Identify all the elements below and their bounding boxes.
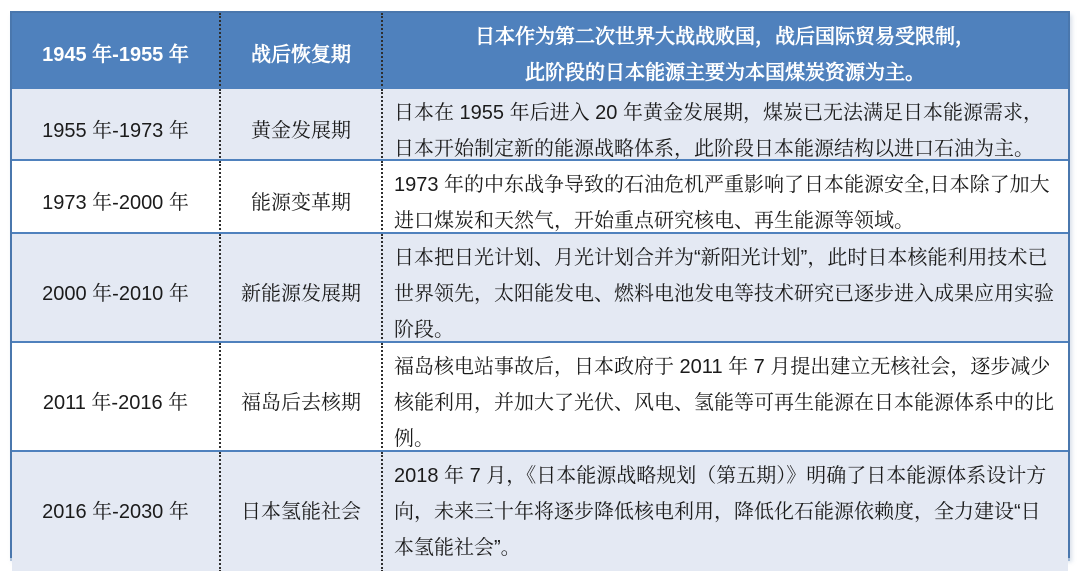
- table-row: [12, 341, 1068, 450]
- period-name-cell: 黄金发展期: [219, 89, 381, 173]
- period-name-cell: 新能源发展期: [219, 234, 381, 354]
- year-range-cell: 1973 年-2000 年: [12, 161, 219, 245]
- table-row: [12, 232, 1068, 341]
- table-row: [12, 87, 1068, 159]
- period-desc-cell: 日本把日光计划、月光计划合并为“新阳光计划”，此时日本核能利用技术已世界领先，太阳能发电、燃料电池发电等技术研究已逐步进入成果应用实验阶段。: [381, 234, 1068, 354]
- year-range-cell: 2016 年-2030 年: [12, 452, 219, 571]
- year-range-cell: 1955 年-1973 年: [12, 89, 219, 173]
- period-name-cell: 战后恢复期: [219, 13, 381, 97]
- table-row: [12, 159, 1068, 232]
- desc-line: 日本作为第二次世界大战战败国，战后国际贸易受限制，: [475, 26, 975, 48]
- year-range-cell: 2000 年-2010 年: [12, 234, 219, 354]
- period-desc-cell: [381, 13, 1068, 97]
- period-desc-cell: 日本在 1955 年后进入 20 年黄金发展期，煤炭已无法满足日本能源需求，日本开始制定新的能源战略体系，此阶段日本能源结构以进口石油为主。: [381, 89, 1068, 173]
- period-desc-cell: 1973 年的中东战争导致的石油危机严重影响了日本能源安全,日本除了加大进口煤炭和天然气，开始重点研究核电、再生能源等领域。: [381, 161, 1068, 245]
- period-name-cell: 日本氢能社会: [219, 452, 381, 571]
- table-header-row: [12, 13, 1068, 87]
- period-name-cell: 福岛后去核期: [219, 343, 381, 463]
- period-desc-cell: 2018 年 7 月，《日本能源战略规划（第五期）》明确了日本能源体系设计方向，未来三十年将逐步降低核电利用，降低化石能源依赖度，全力建设“日本氢能社会”。: [381, 452, 1068, 571]
- period-name-cell: 能源变革期: [219, 161, 381, 245]
- desc-line: 此阶段的日本能源主要为本国煤炭资源为主。: [525, 62, 925, 84]
- period-desc-cell: 福岛核电站事故后，日本政府于 2011 年 7 月提出建立无核社会，逐步减少核能利用，并加大了光伏、风电、氢能等可再生能源在日本能源体系中的比例。: [381, 343, 1068, 463]
- year-range-cell: 2011 年-2016 年: [12, 343, 219, 463]
- table-row: [12, 450, 1068, 571]
- japan-energy-history-table: [10, 11, 1070, 558]
- year-range-cell: 1945 年-1955 年: [12, 13, 219, 97]
